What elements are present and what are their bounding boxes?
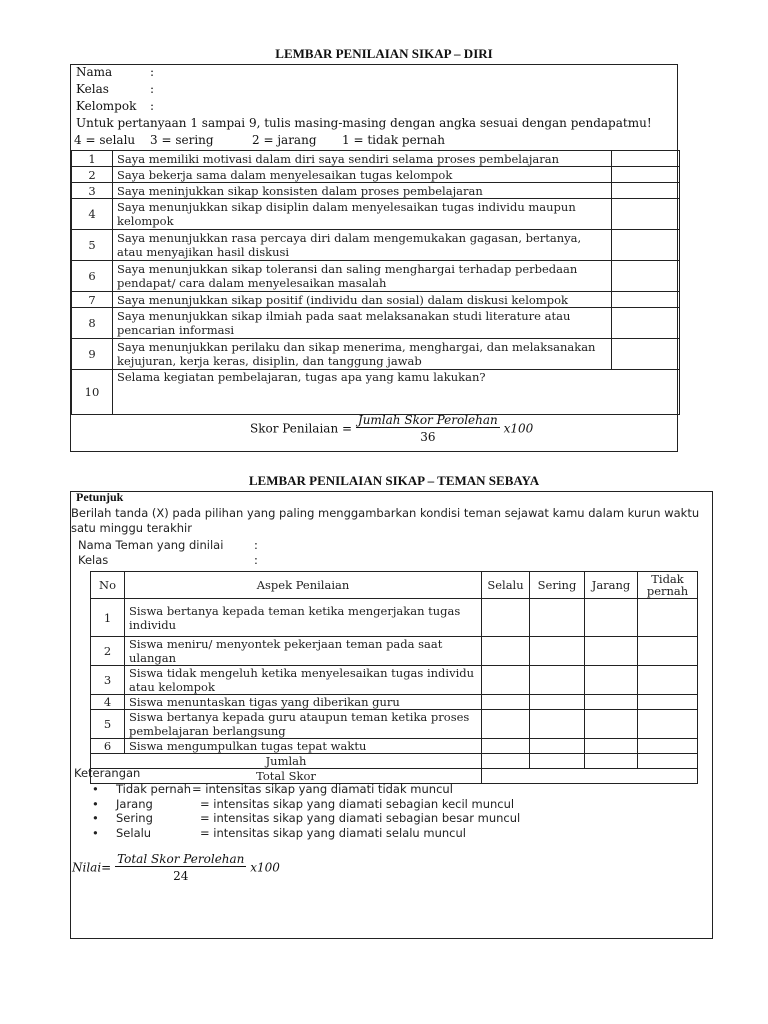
field-separator: :	[254, 553, 258, 567]
keterangan-desc: = intensitas sikap yang diamati selalu muncul	[200, 825, 466, 840]
keterangan-desc: = intensitas sikap yang diamati tidak muncul	[192, 782, 453, 796]
field-separator: :	[150, 82, 155, 96]
checkbox-selalu[interactable]	[482, 739, 530, 754]
field-label: Kelas	[76, 82, 109, 96]
keterangan-desc: = intensitas sikap yang diamati sebagian besar muncul	[200, 811, 521, 825]
checkbox-tidak-pernah[interactable]	[638, 637, 698, 666]
keterangan-term: Sering	[116, 811, 153, 825]
field-label: Kelas	[78, 553, 109, 567]
score-cell[interactable]	[612, 292, 680, 308]
nilai-denominator: 24	[173, 869, 189, 883]
checkbox-jarang[interactable]	[585, 637, 638, 666]
keterangan-term: Jarang	[116, 796, 153, 811]
checkbox-jarang[interactable]	[585, 739, 638, 754]
header-aspek: Aspek Penilaian	[125, 572, 482, 599]
row-statement: Saya meninjukkan sikap konsisten dalam proses pembelajaran	[113, 183, 612, 199]
checkbox-sering[interactable]	[530, 666, 585, 695]
score-cell[interactable]	[612, 339, 680, 370]
header-sering: Sering	[530, 572, 585, 599]
row-aspect: Siswa mengumpulkan tugas tepat waktu	[125, 739, 482, 754]
row-aspect: Siswa bertanya kepada guru ataupun teman ketika proses pembelajaran berlangsung	[125, 710, 482, 739]
petunjuk-label: Petunjuk	[76, 490, 124, 504]
table-row	[91, 666, 698, 695]
row-number: 1	[72, 151, 113, 167]
jumlah-jarang[interactable]	[585, 754, 638, 769]
checkbox-jarang[interactable]	[585, 599, 638, 637]
table-row	[72, 151, 680, 167]
section1-field-nama[interactable]	[76, 65, 112, 79]
row-statement: Saya bekerja sama dalam menyelesaikan tugas kelompok	[113, 167, 612, 183]
jumlah-sering[interactable]	[530, 754, 585, 769]
keterangan-term: Selalu	[116, 825, 152, 840]
section2-field-nama[interactable]	[78, 538, 223, 552]
section1-instruction: Untuk pertanyaan 1 sampai 9, tulis masing-masing dengan angka sesuai dengan pendapatmu!	[76, 116, 652, 130]
checkbox-sering[interactable]	[530, 695, 585, 710]
nilai-fraction	[115, 852, 246, 883]
row-number: 3	[72, 183, 113, 199]
row-number: 10	[72, 370, 113, 415]
scale-3: 3 = sering	[150, 133, 214, 147]
row-statement: Saya menunjukkan sikap positif (individu dan sosial) dalam diskusi kelompok	[113, 292, 612, 308]
table-row	[91, 739, 698, 754]
row-aspect: Siswa tidak mengeluh ketika menyelesaikan tugas individu atau kelompok	[125, 666, 482, 695]
table-row	[72, 167, 680, 183]
score-multiplier: x100	[503, 421, 534, 436]
score-cell[interactable]	[612, 199, 680, 230]
score-cell[interactable]	[612, 308, 680, 339]
row-statement[interactable]: Selama kegiatan pembelajaran, tugas apa yang kamu lakukan?	[113, 370, 680, 415]
table-row	[72, 292, 680, 308]
header-selalu: Selalu	[482, 572, 530, 599]
table-row	[72, 183, 680, 199]
field-separator: :	[150, 65, 155, 79]
row-statement: Saya menunjukkan perilaku dan sikap menerima, menghargai, dan melaksanakan kejujuran, kerja keras, disiplin, dan tanggung jawab	[113, 339, 612, 370]
scale-1: 1 = tidak pernah	[342, 133, 446, 147]
section1-field-kelompok[interactable]	[76, 99, 136, 113]
table-row	[72, 261, 680, 292]
section2-field-kelas[interactable]	[78, 553, 108, 567]
nilai-numerator: Total Skor Perolehan	[117, 852, 245, 866]
checkbox-tidak-pernah[interactable]	[638, 739, 698, 754]
checkbox-sering[interactable]	[530, 710, 585, 739]
table-row	[91, 599, 698, 637]
score-fraction	[356, 413, 500, 444]
row-statement: Saya memiliki motivasi dalam diri saya sendiri selama proses pembelajaran	[113, 151, 612, 167]
row-number: 3	[91, 666, 125, 695]
row-number: 4	[91, 695, 125, 710]
checkbox-jarang[interactable]	[585, 710, 638, 739]
peer-assessment-table	[90, 571, 698, 784]
score-cell[interactable]	[612, 151, 680, 167]
keterangan-list	[92, 782, 521, 840]
list-item: • Selalu = intensitas sikap yang diamati selalu muncul	[92, 825, 466, 840]
checkbox-sering[interactable]	[530, 599, 585, 637]
table-row	[72, 199, 680, 230]
row-number: 9	[72, 339, 113, 370]
section1-score-formula	[250, 413, 533, 444]
checkbox-tidak-pernah[interactable]	[638, 599, 698, 637]
checkbox-jarang[interactable]	[585, 666, 638, 695]
jumlah-tidak-pernah[interactable]	[638, 754, 698, 769]
score-cell[interactable]	[612, 183, 680, 199]
section1-field-kelas[interactable]	[76, 82, 109, 96]
checkbox-selalu[interactable]	[482, 695, 530, 710]
checkbox-selalu[interactable]	[482, 666, 530, 695]
petunjuk-text: Berilah tanda (X) pada pilihan yang paling menggambarkan kondisi teman sejawat kamu dalam kurun waktu satu minggu terakhir	[71, 506, 700, 535]
row-aspect: Siswa menuntaskan tigas yang diberikan guru	[125, 695, 482, 710]
table-row	[91, 637, 698, 666]
header-no: No	[91, 572, 125, 599]
row-number: 6	[91, 739, 125, 754]
list-item: • Sering = intensitas sikap yang diamati sebagian besar muncul	[92, 811, 521, 825]
table-row	[91, 695, 698, 710]
table-row	[91, 710, 698, 739]
checkbox-jarang[interactable]	[585, 695, 638, 710]
list-item: • Tidak pernah = intensitas sikap yang diamati tidak muncul	[92, 782, 453, 796]
keterangan-desc: = intensitas sikap yang diamati sebagian kecil muncul	[200, 796, 515, 811]
section1-scale	[74, 133, 446, 147]
list-item: • Jarang = intensitas sikap yang diamati sebagian kecil muncul	[92, 796, 515, 811]
nilai-label: Nilai=	[72, 860, 112, 875]
keterangan-term: Tidak pernah	[116, 782, 192, 796]
table-row	[72, 230, 680, 261]
score-cell[interactable]	[612, 167, 680, 183]
field-label: Nama	[76, 65, 113, 79]
checkbox-tidak-pernah[interactable]	[638, 710, 698, 739]
checkbox-selalu[interactable]	[482, 710, 530, 739]
field-separator: :	[254, 538, 258, 552]
checkbox-tidak-pernah[interactable]	[638, 695, 698, 710]
jumlah-row	[91, 754, 698, 769]
row-number: 2	[91, 637, 125, 666]
self-assessment-table	[71, 150, 680, 415]
row-number: 7	[72, 292, 113, 308]
total-skor-label: Total Skor	[91, 769, 482, 784]
section1-title: LEMBAR PENILAIAN SIKAP – DIRI	[275, 46, 493, 61]
score-cell[interactable]	[612, 261, 680, 292]
row-statement: Saya menunjukkan sikap toleransi dan saling menghargai terhadap perbedaan pendapat/ cara dalam menyelesaikan masalah	[113, 261, 612, 292]
jumlah-selalu[interactable]	[482, 754, 530, 769]
row-statement: Saya menunjukkan sikap ilmiah pada saat melaksanakan studi literature atau pencarian informasi	[113, 308, 612, 339]
checkbox-tidak-pernah[interactable]	[638, 666, 698, 695]
table-row	[72, 308, 680, 339]
keterangan-label: Keterangan	[74, 766, 141, 780]
row-number: 5	[91, 710, 125, 739]
nilai-multiplier: x100	[250, 860, 280, 875]
scale-2: 2 = jarang	[252, 133, 317, 147]
row-number: 6	[72, 261, 113, 292]
table-header-row	[91, 572, 698, 599]
checkbox-selalu[interactable]	[482, 637, 530, 666]
field-label: Kelompok	[76, 99, 137, 113]
score-label: Skor Penilaian =	[250, 421, 353, 436]
row-number: 5	[72, 230, 113, 261]
row-aspect: Siswa meniru/ menyontek pekerjaan teman pada saat ulangan	[125, 637, 482, 666]
row-number: 2	[72, 167, 113, 183]
field-separator: :	[150, 99, 155, 113]
header-tidak-pernah: Tidak pernah	[638, 572, 698, 599]
row-statement: Saya menunjukkan rasa percaya diri dalam mengemukakan gagasan, bertanya, atau menyajikan hasil diskusi	[113, 230, 612, 261]
checkbox-sering[interactable]	[530, 637, 585, 666]
table-row	[72, 339, 680, 370]
header-jarang: Jarang	[585, 572, 638, 599]
row-statement: Saya menunjukkan sikap disiplin dalam menyelesaikan tugas individu maupun kelompok	[113, 199, 612, 230]
row-number: 8	[72, 308, 113, 339]
score-numerator: Jumlah Skor Perolehan	[357, 413, 498, 427]
checkbox-sering[interactable]	[530, 739, 585, 754]
section2-title: LEMBAR PENILAIAN SIKAP – TEMAN SEBAYA	[248, 473, 540, 488]
scale-4: 4 = selalu	[74, 133, 136, 147]
row-number: 4	[72, 199, 113, 230]
field-label: Nama Teman yang dinilai	[78, 538, 224, 552]
row-aspect: Siswa bertanya kepada teman ketika mengerjakan tugas individu	[125, 599, 482, 637]
row-number: 1	[91, 599, 125, 637]
score-cell[interactable]	[612, 230, 680, 261]
checkbox-selalu[interactable]	[482, 599, 530, 637]
table-row	[72, 370, 680, 415]
jumlah-label: Jumlah	[91, 754, 482, 769]
nilai-formula	[72, 852, 280, 883]
score-denominator: 36	[420, 430, 436, 444]
